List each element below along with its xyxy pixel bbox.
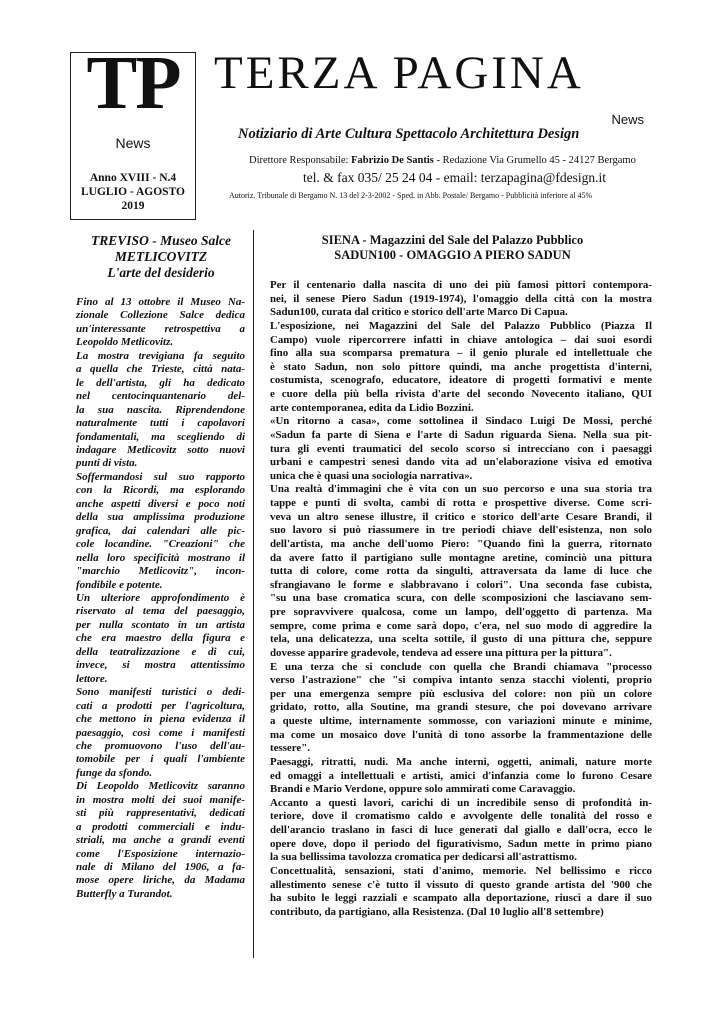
article-line: è stato Sadun, non solo pittore quindi, ma anche progettista d'interni, xyxy=(270,360,652,373)
article-line: nella loro specificità mostrano il xyxy=(76,551,245,564)
article-line: arte contemporanea, edita da Lidio Bozzini. xyxy=(270,401,474,414)
left-article-heading xyxy=(76,233,246,281)
article-line: Butterfly a Turandot. xyxy=(76,887,173,900)
article-line: in mostra molti dei suoi manife- xyxy=(76,793,245,806)
article-line: fondibile e potente. xyxy=(76,578,163,591)
issue-year: 2019 xyxy=(121,200,145,212)
logo-news-label: News xyxy=(115,135,151,151)
article-line: con la Ricordi, ma esplorando xyxy=(76,484,245,497)
article-line: Leopoldo Metlicovitz. xyxy=(76,336,174,349)
article-line: Di Leopoldo Metlicovitz saranno xyxy=(76,780,245,793)
article-line: Paesaggi, ritratti, nudi. Ma anche interni, oggetti, animali, nature morte xyxy=(270,755,652,768)
issue-info xyxy=(71,171,195,213)
left-heading-place: TREVISO - Museo Salce xyxy=(91,233,231,248)
article-line: dovesse apparire gradevole, tendeva ad essere una pittura per la pittura". xyxy=(270,646,612,659)
article-line: la sua nascita. Riprendendone xyxy=(76,403,245,416)
column-divider xyxy=(253,230,254,958)
article-line: punti di vista. xyxy=(76,457,138,470)
article-line: L'esposizione, nei Magazzini del Sale del Palazzo Pubblico (Piazza Il xyxy=(270,319,652,332)
article-line: costumista, scenografo, educatore, ideatore di progetti formativi e mente xyxy=(270,374,652,387)
editorial-address: - Redazione Via Grumello 45 - 24127 Bergamo xyxy=(433,155,636,166)
article-line: naturalmente tutti i capolavori xyxy=(76,417,245,430)
article-line: per nulla scontato in un artista xyxy=(76,618,245,631)
article-line: pre sopravvivere qualcosa, come un lampo, dell'oggetto di partenza. Ma xyxy=(270,606,652,618)
article-line: nei, il senese Piero Sadun (1919-1974), l'omaggio della città con la mostra xyxy=(270,292,652,305)
masthead-subtitle: Notiziario di Arte Cultura Spettacolo Architettura Design xyxy=(238,126,580,142)
logo-box xyxy=(70,41,196,220)
masthead-news-label: News xyxy=(611,112,644,127)
article-line: che promuovono l'uso dell'au- xyxy=(76,739,245,752)
article-line: grafica, dai calendari alle pic- xyxy=(76,524,245,537)
article-line: dell'arancio traslano in fasci di luce generati dal giallo e dall'ocra, ecco le xyxy=(270,824,652,836)
article-line: nel centocinquantenario del- xyxy=(76,390,245,403)
contact-line: tel. & fax 035/ 25 24 04 - email: terzapagina@fdesign.it xyxy=(303,170,606,185)
legal-line: Autoriz. Tribunale di Bergamo N. 13 del 2-3-2002 - Sped. in Abb. Postale/ Bergamo - Pubblicità inferiore al 45% xyxy=(229,191,593,200)
issue-number: Anno XVIII - N.4 xyxy=(89,172,177,184)
right-heading-title: SADUN100 - OMAGGIO A PIERO SADUN xyxy=(334,248,571,262)
article-line: tomobile per i quali l'ambiente xyxy=(76,753,245,766)
article-line: zionale Collezione Salce dedica xyxy=(76,309,245,322)
article-line: che mettono in piena evidenza il xyxy=(76,713,245,726)
article-line: cole locandine. "Creazioni" che xyxy=(76,538,245,551)
article-line: Accanto a questi lavori, carichi di un incredibile senso di profondità in- xyxy=(270,796,652,809)
issue-months: LUGLIO - AGOSTO xyxy=(81,186,185,198)
right-article-body xyxy=(270,279,652,919)
article-line: a prodotti commerciali e indu- xyxy=(76,820,245,833)
masthead-title: TERZA PAGINA xyxy=(214,47,584,99)
article-line: mose opere liriche, da Madama xyxy=(76,874,245,887)
article-line: tessere". xyxy=(270,742,311,755)
article-line: Fino al 13 ottobre il Museo Na- xyxy=(76,296,245,308)
article-line: sfrangiavano le forme e slabbravano i colori". Una seconda fase cubista, xyxy=(270,578,652,591)
article-line: verso l'astrazione" che "si compiva intanto senza stacchi violenti, proprio xyxy=(270,674,652,687)
article-line: fino alla sua scomparsa prematura – il genio plurale ed intellettuale che xyxy=(270,347,652,360)
article-line: E una terza che si conclude con quella che Brandi chiamava "processo xyxy=(270,660,652,673)
article-line: striali, ma anche a grandi eventi xyxy=(76,834,245,847)
article-line: anche aspetti diversi e poco noti xyxy=(76,497,245,510)
article-line: sti più rappresentativi, dedicati xyxy=(76,807,245,820)
article-line: per una emergenza sempre più esclusiva del colore: non più un colore xyxy=(270,687,652,700)
article-line: fondamentali, ma scegliendo di xyxy=(76,430,245,443)
article-line: Sono manifesti turistici o dedi- xyxy=(76,686,245,699)
article-line: cati a prodotti per l'agricoltura, xyxy=(76,699,245,712)
right-article-heading xyxy=(270,233,635,263)
article-line: dell'artista, ma anche dell'uomo Piero: "Quando finì la guerra, ritornato xyxy=(270,537,652,550)
article-line: La mostra trevigiana fa seguito xyxy=(76,349,245,362)
article-line: urbani e campestri senesi dando vita ad un'elaborazione visiva ed emotiva xyxy=(270,456,652,469)
article-line: allestimento senese c'è tutto il vissuto di questo grande artista del '900 che xyxy=(270,878,652,891)
article-line: lettore. xyxy=(76,672,108,685)
article-line: Concettualità, sensazioni, stati d'animo, memorie. Nel bellissimo e ricco xyxy=(270,864,652,877)
article-line: Per il centenario dalla nascita di uno dei più famosi pittori contempora- xyxy=(270,279,652,291)
article-line: ed omaggi a intellettuali e artisti, amici d'infanzia come lo furono Cesare xyxy=(270,769,652,782)
right-heading-place: SIENA - Magazzini del Sale del Palazzo Pubblico xyxy=(321,233,584,247)
left-heading-subtitle: L'arte del desiderio xyxy=(107,265,215,280)
article-line: che era maestro della figura e xyxy=(76,632,245,645)
article-line: a queste ultime, internamente sommosse, con variazioni minute e minime, xyxy=(270,715,652,727)
article-line: «Sadun fa parte di Siena e l'arte di Sadun riguarda Siena. Nella sua pit- xyxy=(270,428,652,441)
article-line: opere dove, dopo il periodo del figurativismo, Sadun mette in primo piano xyxy=(270,837,652,850)
article-line: a quella che Trieste, città nata- xyxy=(76,363,245,376)
left-heading-title: METLICOVITZ xyxy=(114,249,208,264)
article-line: Un ulteriore approfondimento è xyxy=(76,591,245,604)
article-line: riservato al tema del paesaggio, xyxy=(76,605,245,618)
article-line: le dell'artista, gli ha dedicato xyxy=(76,376,245,389)
article-line: della sua amplissima produzione xyxy=(76,511,245,524)
article-line: ha subito le leggi razziali e scampato alla deportazione, riuscì a dare il suo xyxy=(270,892,652,905)
director-name: Fabrizio De Santis xyxy=(351,155,434,166)
article-line: "marchio Metlicovitz", incon- xyxy=(76,565,245,578)
article-line: la sua bellissima tavolozza cromatica per dedicarsi all'astrattismo. xyxy=(270,851,577,864)
article-line: tappe e punti di svolta, cambi di rotta e prospettive diverse. Come scri- xyxy=(270,497,652,509)
article-line: Brandi e Mario Verdone, oppure solo ammirati come Caravaggio. xyxy=(270,783,576,796)
left-article-body xyxy=(76,296,245,901)
director-label: Direttore Responsabile: xyxy=(249,155,352,166)
article-line: da avere fatto il partigiano sulle montagne aretine, cominciò una pittura xyxy=(270,551,652,564)
article-line: veva un altro senese illustre, il critico e storico dell'arte Cesare Brandi, il xyxy=(270,510,652,523)
article-line: Campo) vuole ripercorrere infatti in chiave antologica – dai suoi esordi xyxy=(270,333,652,346)
article-line: indagare Metlicovitz sotto nuovi xyxy=(76,443,245,456)
logo-tp: TP xyxy=(86,41,180,125)
director-line xyxy=(249,155,636,166)
article-line: nale di Milano del 1906, a fa- xyxy=(76,861,245,874)
article-line: unica che è quasi una sociologia narrativa». xyxy=(270,469,473,482)
article-line: come l'Esposizione internazio- xyxy=(76,847,245,860)
article-line: tutta di colore, come rotta da singulti, attraversata da lame di luce che xyxy=(270,565,652,578)
article-line: e cuore della più bella rivista d'arte del secondo Novecento italiano, QUI xyxy=(270,388,652,400)
article-line: invece, si mostra attentissimo xyxy=(76,659,245,672)
article-line: della teatralizzazione e di cui, xyxy=(76,645,245,658)
article-line: Una realtà d'immagini che è vita con un suo percorso e una sua storia tra xyxy=(270,483,652,496)
article-line: un'interessante retrospettiva a xyxy=(76,322,245,335)
article-line: Soffermandosi sul suo rapporto xyxy=(76,470,245,483)
article-line: tura gli eventi traumatici del secolo scorso si intrecciano con i paesaggi xyxy=(270,442,652,455)
article-line: suo lavoro si può riassumere in tre periodi chiave dell'esistenza, non solo xyxy=(270,524,652,537)
article-line: «Un ritorno a casa», come sottolinea il Sindaco Luigi De Mossi, perché xyxy=(270,415,652,428)
article-line: funge da sfondo. xyxy=(76,766,153,779)
article-line: paesaggio, così come i manifesti xyxy=(76,726,245,739)
article-line: contributo, da partigiano, alla Resistenza. (Dal 10 luglio all'8 settembre) xyxy=(270,905,604,918)
article-line: sempre, come prima e come sarà dopo, c'era, nel suo modo di aggredire la xyxy=(270,619,652,632)
article-line: Sadun100, curata dal critico e storico dell'arte Marco Di Capua. xyxy=(270,306,568,319)
article-line: gridato, rotto, alla Soutine, ma grandi stesure, che poi dovevano arrivare xyxy=(270,701,652,714)
article-line: tela, una delicatezza, una scelta sottile, il gusto di una pittura che, seppure xyxy=(270,633,652,646)
article-line: teriore, dove il cromatismo caldo e avvolgente delle tonalità del rosso e xyxy=(270,810,652,823)
article-line: ma come un mosaico dove l'unità di tono assorbe la frammentazione delle xyxy=(270,728,652,741)
article-line: "su una base cromatica scura, con delle scomposizioni che lasciavano sem- xyxy=(270,592,652,605)
